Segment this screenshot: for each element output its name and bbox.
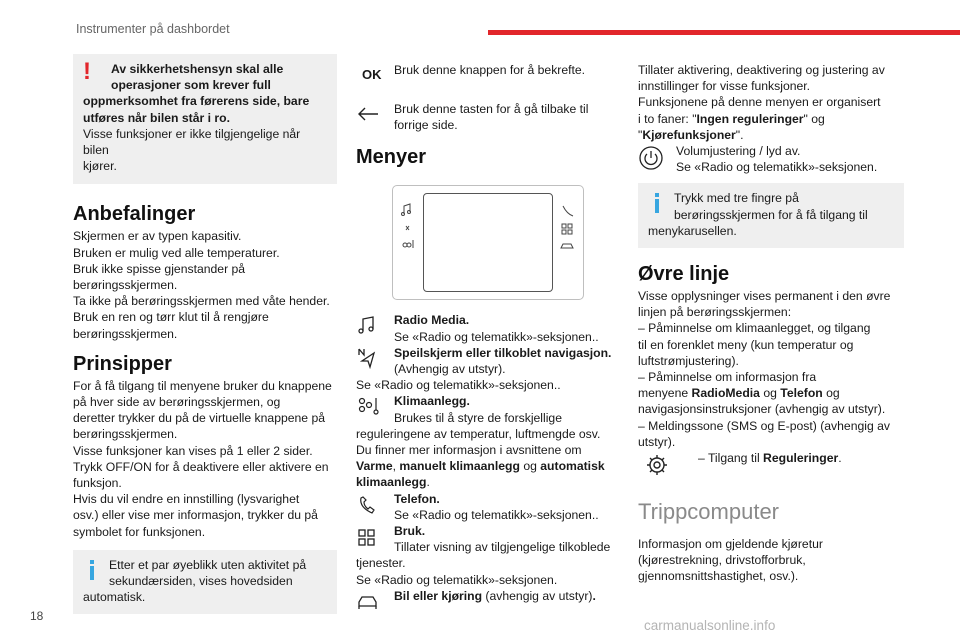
bold-term: klimaanlegg: [356, 475, 427, 490]
body-line: Informasjon om gjeldende kjøretur: [638, 537, 823, 552]
body-line: Tillater visning av tilgjengelige tilkoblede: [394, 540, 611, 555]
body-line: – Påminnelse om klimaanlegget, og tilgang: [638, 321, 871, 336]
menu-title-bruk: Bruk.: [394, 524, 426, 539]
body-line: Tillater aktivering, deaktivering og justering av: [638, 63, 885, 77]
bold-term: Telefon: [780, 386, 823, 401]
text-span: og: [822, 386, 840, 401]
section-title-prinsipper: Prinsipper: [73, 352, 172, 375]
text-span: i to faner: ": [638, 111, 697, 126]
bold-term: automatisk: [540, 459, 605, 474]
text-span: og: [519, 459, 541, 474]
phone-icon: [356, 491, 394, 517]
section-title-ovre-linje: Øvre linje: [638, 263, 730, 286]
body-line: [638, 111, 904, 127]
music-note-icon: [356, 312, 394, 336]
menu-title-telefon: Telefon.: [394, 491, 440, 506]
body-line: berøringsskjermen.: [73, 427, 178, 442]
text-span: .: [426, 475, 430, 490]
body-line: Trykk OFF/ON for å deaktivere eller aktivere en: [73, 459, 329, 474]
watermark: carmanualsonline.info: [644, 618, 776, 633]
menu-title-radio: Radio Media.: [394, 313, 470, 328]
warning-box: [73, 54, 337, 184]
touchscreen-illustration: [392, 185, 584, 300]
text-span: " og: [803, 111, 825, 126]
header-title: Instrumenter på dashbordet: [76, 22, 230, 36]
info-text: automatisk.: [83, 590, 146, 605]
warning-icon: !: [83, 58, 91, 85]
warning-text: kjører.: [83, 159, 117, 174]
climate-icon: [356, 393, 394, 417]
body-line: Brukes til å styre de forskjellige: [394, 410, 562, 425]
body-line: Visse opplysninger vises permanent i den øvre: [638, 289, 891, 304]
apps-grid-icon: [356, 523, 394, 549]
right-column: [638, 62, 904, 585]
body-line: Volumjustering / lyd av.: [676, 144, 801, 159]
tab-name: Kjørefunksjoner: [642, 127, 736, 142]
body-line: Bruken er mulig ved alle temperaturer.: [73, 245, 280, 260]
body-line: [394, 588, 596, 604]
body-line: Se «Radio og telematikk»-seksjonen..: [356, 378, 561, 393]
bold-term: RadioMedia: [691, 386, 760, 401]
navigation-icon: [356, 345, 394, 369]
body-line: forrige side.: [394, 118, 458, 133]
body-line: osv.) eller vise mer informasjon, trykker du på: [73, 508, 318, 523]
bold-term: manuelt klimaanlegg: [399, 459, 520, 474]
body-line: deretter trykker du på de virtuelle knappene på: [73, 411, 326, 426]
body-line: [638, 127, 904, 143]
section-title-anbefalinger: Anbefalinger: [73, 203, 196, 226]
body-line: Se «Radio og telematikk»-seksjonen..: [394, 329, 599, 344]
back-arrow-icon: [356, 101, 394, 127]
info-box: [73, 550, 337, 615]
body-line: (kjørestrekning, drivstofforbruk,: [638, 553, 806, 568]
body-line: Se «Radio og telematikk»-seksjonen.: [356, 572, 558, 587]
body-line: Funksjonene på denne menyen er organisert: [638, 95, 881, 110]
text-span: ".: [735, 127, 744, 142]
body-line: utstyr).: [638, 434, 676, 449]
bold-term: Reguleringer: [763, 451, 839, 466]
body-line: linjen på berøringsskjermen:: [638, 305, 792, 320]
body-line: Ta ikke på berøringsskjermen med våte hender.: [73, 294, 330, 309]
body-line: Se «Radio og telematikk»-seksjonen.: [676, 160, 878, 175]
body-line: [638, 385, 904, 401]
info-text: sekundærsiden, vises hovedsiden: [109, 574, 293, 589]
warning-text: operasjoner som krever full: [111, 78, 271, 93]
menu-title-navigation: Speilskjerm eller tilkoblet navigasjon.: [394, 345, 612, 360]
section-title-menyer: Menyer: [356, 146, 427, 169]
warning-text: utføres når bilen står i ro.: [83, 110, 230, 125]
body-line: Bruk en ren og tørr klut til å rengjøre: [73, 310, 269, 325]
ok-label: OK: [362, 67, 382, 82]
body-line: gjennomsnittshastighet, osv.).: [638, 569, 799, 584]
menu-title-klima: Klimaanlegg.: [394, 394, 470, 409]
info-text: Etter et par øyeblikk uten aktivitet på: [109, 557, 307, 572]
middle-column: [356, 62, 620, 615]
body-line: [356, 458, 620, 474]
body-line: (Avhengig av utstyr).: [394, 362, 506, 377]
warning-text: Visse funksjoner er ikke tilgjengelige når bilen: [83, 126, 301, 158]
body-line: berøringsskjermen.: [73, 326, 178, 341]
body-line: reguleringene av temperatur, luftmengde osv.: [356, 426, 601, 441]
warning-text: oppmerksomhet fra førerens side, bare: [83, 94, 310, 109]
body-line: Bruk ikke spisse gjenstander på: [73, 261, 246, 276]
page-number: 18: [30, 609, 44, 623]
body-line: Visse funksjoner kan vises på 1 eller 2 sider.: [73, 443, 313, 458]
power-volume-icon: [638, 143, 676, 167]
body-line: til en forenklet meny (kun temperatur og: [638, 337, 854, 352]
body-line: Bruk denne knappen for å bekrefte.: [394, 63, 586, 77]
info-box: [638, 183, 904, 248]
text-span: .: [592, 588, 596, 603]
bold-term: Varme: [356, 459, 393, 474]
tab-name: Ingen reguleringer: [696, 111, 804, 126]
info-text: berøringsskjermen for å få tilgang til: [674, 207, 868, 222]
body-line: navigasjonsinstruksjoner (avhengig av utstyr).: [638, 402, 886, 417]
text-span: .: [838, 451, 842, 466]
left-column: [73, 54, 337, 614]
body-line: – Meldingssone (SMS og E-post) (avhengig av: [638, 418, 891, 433]
text-span: (avhengig av utstyr): [482, 588, 593, 603]
ok-icon: [356, 62, 394, 89]
text-span: menyene: [638, 386, 692, 401]
text-span: ,: [392, 459, 400, 474]
body-line: innstillinger for visse funksjoner.: [638, 79, 811, 94]
body-line: på hver side av berøringsskjermen, og: [73, 395, 281, 410]
body-line: funksjon.: [73, 476, 122, 491]
section-title-trippcomputer: Trippcomputer: [638, 499, 780, 525]
body-line: Bruk denne tasten for å gå tilbake til: [394, 102, 589, 116]
body-line: Du finner mer informasjon i avsnittene om: [356, 443, 582, 458]
screen-side-icons: [393, 186, 583, 299]
warning-text: Av sikkerhetshensyn skal alle: [111, 62, 284, 76]
body-line: luftstrømjustering).: [638, 353, 739, 368]
body-line: Se «Radio og telematikk»-seksjonen..: [394, 507, 599, 522]
body-line: berøringsskjermen.: [73, 278, 178, 293]
car-icon: [356, 588, 394, 615]
text-span: – Tilgang til: [698, 451, 764, 466]
header-accent-bar: [488, 30, 960, 35]
info-icon: [648, 190, 674, 222]
body-line: [356, 474, 620, 490]
info-text: Trykk med tre fingre på: [674, 191, 799, 206]
body-line: [698, 450, 842, 476]
body-line: – Påminnelse om informasjon fra: [638, 370, 817, 385]
body-line: tjenester.: [356, 556, 406, 571]
info-icon: [83, 557, 109, 589]
text-span: og: [759, 386, 781, 401]
body-line: Skjermen er av typen kapasitiv.: [73, 229, 242, 244]
info-text: menykarusellen.: [648, 223, 737, 238]
body-line: Hvis du vil endre en innstilling (lysvarighet: [73, 492, 300, 507]
body-line: symbolet for funksjonen.: [73, 524, 206, 539]
body-line: For å få tilgang til menyene bruker du knappene: [73, 378, 332, 393]
settings-gear-icon: [638, 450, 698, 476]
menu-title-bil: Bil eller kjøring: [394, 588, 483, 603]
text-span: ": [638, 127, 643, 142]
